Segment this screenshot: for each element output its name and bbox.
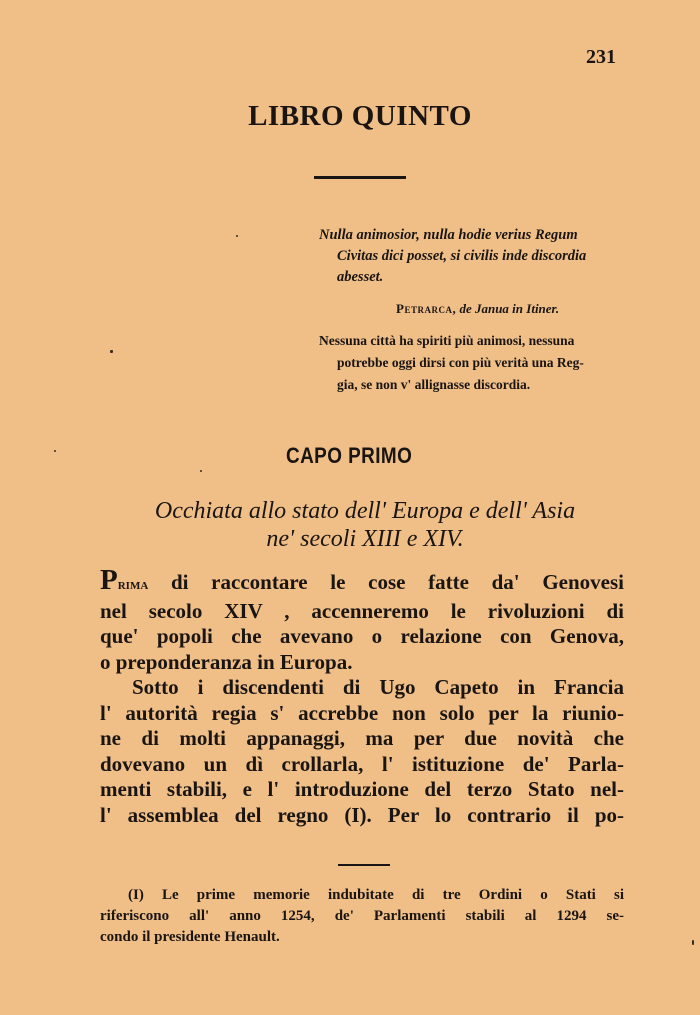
epigraph-citation [396, 301, 559, 317]
paper-speck [54, 450, 56, 452]
body-line-text: di raccontare le cose fatte da' Genovesi [148, 570, 624, 594]
footnote-rule [338, 864, 390, 866]
chapter-subtitle [60, 497, 670, 553]
page-number: 231 [586, 46, 616, 68]
chapter-subtitle-line: Occhiata allo stato dell' Europa e dell' Asia [154, 498, 576, 524]
body-line: que' popoli che avevano o relazione con Genova, [100, 624, 624, 648]
footnote-line: (I) Le prime memorie indubitate di tre Ordini o Stati si [128, 887, 624, 903]
paper-speck [200, 470, 202, 472]
epigraph-latin-line: abesset. [337, 269, 384, 285]
epigraph-latin-line: Civitas dici posset, si civilis inde discordia [337, 248, 587, 264]
body-text [100, 564, 624, 828]
body-line: l' assemblea del regno (I). Per lo contrario il po- [100, 802, 624, 827]
footnote [100, 885, 624, 948]
footnote-line: riferiscono all' anno 1254, de' Parlamenti stabili al 1294 se- [100, 908, 624, 924]
drop-cap: P [100, 564, 118, 596]
body-line: Sotto i discendenti di Ugo Capeto in Francia [132, 675, 624, 699]
epigraph-italian-line: Nessuna città ha spiriti più animosi, nessuna [319, 333, 575, 348]
body-line: dovevano un dì crollarla, l' istituzione de' Parla- [100, 751, 624, 776]
body-line: ne di molti appanaggi, ma per due novità che [100, 726, 624, 750]
paper-speck [110, 350, 113, 353]
first-word-rest: rima [117, 577, 149, 593]
chapter-subtitle-line: ne' secoli XIII e XIV. [266, 526, 464, 552]
body-line: l' autorità regia s' accrebbe non solo per la riunio- [100, 700, 624, 725]
paper-speck [692, 940, 694, 945]
epigraph-italian-line: gia, se non v' allignasse discordia. [337, 377, 531, 392]
paper-speck [236, 235, 238, 237]
body-line: menti stabili, e l' introduzione del terzo Stato nel- [100, 777, 624, 801]
title-rule [314, 176, 406, 179]
citation-author: Petrarca, [396, 301, 457, 316]
footnote-line: condo il presidente Henault. [100, 929, 280, 945]
body-line: nel secolo XIV , accenneremo le rivoluzioni di [100, 598, 624, 623]
chapter-title: CAPO PRIMO [286, 443, 413, 468]
body-line: o preponderanza in Europa. [100, 649, 353, 674]
epigraph-latin-line: Nulla animosior, nulla hodie verius Regum [319, 227, 578, 243]
book-title: LIBRO QUINTO [248, 100, 472, 132]
epigraph-italian [319, 330, 624, 396]
epigraph-latin [319, 225, 621, 288]
epigraph-italian-line: potrebbe oggi dirsi con più verità una Reg- [337, 355, 584, 370]
body-line [100, 564, 624, 599]
citation-work: de Janua in Itiner. [459, 301, 560, 316]
